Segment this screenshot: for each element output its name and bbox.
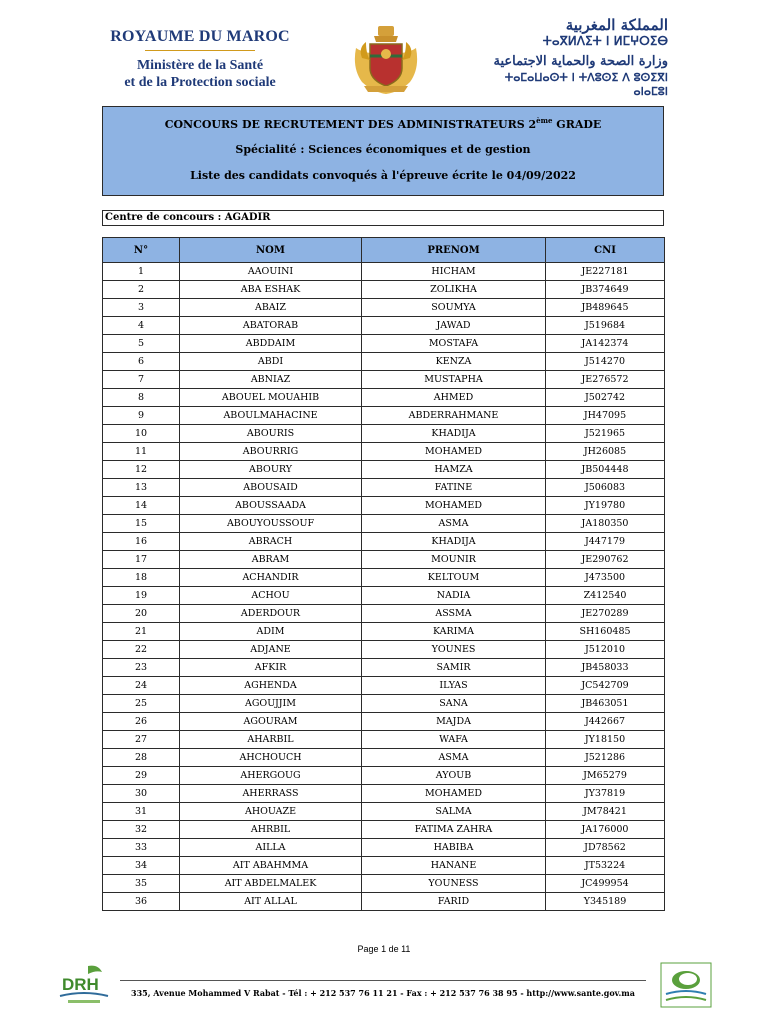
page-number: Page 1 de 11 xyxy=(357,944,411,954)
cell-number: 33 xyxy=(103,839,180,857)
cell-nom: AGOURAM xyxy=(180,713,362,731)
cell-nom: AFKIR xyxy=(180,659,362,677)
table-row xyxy=(103,623,665,641)
cell-nom: ABOULMAHACINE xyxy=(180,407,362,425)
cell-nom: ABNIAZ xyxy=(180,371,362,389)
table-row xyxy=(103,749,665,767)
cell-cni: JB463051 xyxy=(546,695,665,713)
cell-cni: J506083 xyxy=(546,479,665,497)
cell-cni: JB374649 xyxy=(546,281,665,299)
cell-prenom: SANA xyxy=(362,695,546,713)
arabic-ministry: وزارة الصحة والحماية الاجتماعية xyxy=(493,54,668,69)
cell-nom: AGOUJJIM xyxy=(180,695,362,713)
cell-number: 30 xyxy=(103,785,180,803)
cell-prenom: KHADIJA xyxy=(362,533,546,551)
tifinagh-kingdom: ⵜⴰⴳⵍⴷⵉⵜ ⵏ ⵍⵎⵖⵔⵉⴱ xyxy=(542,34,668,48)
table-row xyxy=(103,587,665,605)
cell-cni: JM78421 xyxy=(546,803,665,821)
cell-prenom: ASSMA xyxy=(362,605,546,623)
table-row xyxy=(103,281,665,299)
table-row xyxy=(103,875,665,893)
cell-prenom: AYOUB xyxy=(362,767,546,785)
cell-nom: ACHANDIR xyxy=(180,569,362,587)
cell-prenom: SOUMYA xyxy=(362,299,546,317)
cell-cni: JT53224 xyxy=(546,857,665,875)
table-row xyxy=(103,515,665,533)
cell-nom: ADERDOUR xyxy=(180,605,362,623)
cell-nom: AHCHOUCH xyxy=(180,749,362,767)
table-header-row xyxy=(103,238,665,263)
cell-number: 25 xyxy=(103,695,180,713)
cell-number: 8 xyxy=(103,389,180,407)
table-row xyxy=(103,353,665,371)
cell-number: 24 xyxy=(103,677,180,695)
cell-prenom: AHMED xyxy=(362,389,546,407)
cell-number: 17 xyxy=(103,551,180,569)
cell-number: 4 xyxy=(103,317,180,335)
table-row xyxy=(103,533,665,551)
cell-cni: JH47095 xyxy=(546,407,665,425)
cell-prenom: MOUNIR xyxy=(362,551,546,569)
cell-number: 32 xyxy=(103,821,180,839)
title-list-date: Liste des candidats convoqués à l'épreuve écrite le 04/09/2022 xyxy=(190,169,576,182)
cell-cni: JE227181 xyxy=(546,263,665,281)
cell-number: 15 xyxy=(103,515,180,533)
table-row xyxy=(103,317,665,335)
cell-nom: AIT ABAHMMA xyxy=(180,857,362,875)
footer-address: 335, Avenue Mohammed V Rabat - Tél : + 212 537 76 11 21 - Fax : + 212 537 76 38 95 - http://www.sante.gov.ma xyxy=(131,988,635,998)
cell-number: 2 xyxy=(103,281,180,299)
table-row xyxy=(103,785,665,803)
cell-number: 10 xyxy=(103,425,180,443)
table-row xyxy=(103,335,665,353)
cell-nom: ABAIZ xyxy=(180,299,362,317)
cell-nom: ABOUSAID xyxy=(180,479,362,497)
cell-nom: ADIM xyxy=(180,623,362,641)
cell-cni: Y345189 xyxy=(546,893,665,911)
cell-number: 28 xyxy=(103,749,180,767)
table-row xyxy=(103,371,665,389)
table-row xyxy=(103,461,665,479)
cell-number: 23 xyxy=(103,659,180,677)
cell-prenom: KELTOUM xyxy=(362,569,546,587)
table-row xyxy=(103,389,665,407)
table-row xyxy=(103,695,665,713)
drh-logo xyxy=(58,962,110,1010)
cell-cni: J521286 xyxy=(546,749,665,767)
table-row xyxy=(103,839,665,857)
column-header-cni: CNI xyxy=(546,238,665,263)
cell-number: 26 xyxy=(103,713,180,731)
cell-cni: JY18150 xyxy=(546,731,665,749)
cell-number: 5 xyxy=(103,335,180,353)
cell-prenom: HAMZA xyxy=(362,461,546,479)
cell-number: 13 xyxy=(103,479,180,497)
cell-nom: AGHENDA xyxy=(180,677,362,695)
cell-prenom: MAJDA xyxy=(362,713,546,731)
table-row xyxy=(103,767,665,785)
cell-cni: J512010 xyxy=(546,641,665,659)
cell-nom: ABOUEL MOUAHIB xyxy=(180,389,362,407)
column-header-number: N° xyxy=(103,238,180,263)
cell-number: 34 xyxy=(103,857,180,875)
cell-cni: JE290762 xyxy=(546,551,665,569)
table-row xyxy=(103,263,665,281)
title-speciality: Spécialité : Sciences économiques et de gestion xyxy=(235,143,531,156)
cell-nom: ABOURRIG xyxy=(180,443,362,461)
table-row xyxy=(103,641,665,659)
cell-prenom: MOHAMED xyxy=(362,785,546,803)
cell-cni: SH160485 xyxy=(546,623,665,641)
cell-nom: ABOUYOUSSOUF xyxy=(180,515,362,533)
table-row xyxy=(103,731,665,749)
arabic-kingdom: المملكة المغربية xyxy=(565,16,668,34)
tifinagh-ministry: ⵜⴰⵎⴰⵡⴰⵙⵜ ⵏ ⵜⴷⵓⵙⵉ ⴷ ⵓⵙⵉⴳⵏ ⴰⵏⴰⵎⵓⵏ xyxy=(504,71,668,98)
cell-number: 11 xyxy=(103,443,180,461)
cell-nom: AIT ABDELMALEK xyxy=(180,875,362,893)
table-row xyxy=(103,803,665,821)
table-row xyxy=(103,569,665,587)
table-row xyxy=(103,713,665,731)
cell-prenom: MOHAMED xyxy=(362,443,546,461)
table-row xyxy=(103,497,665,515)
cell-nom: ABOURY xyxy=(180,461,362,479)
cell-prenom: MOHAMED xyxy=(362,497,546,515)
cell-prenom: FATIMA ZAHRA xyxy=(362,821,546,839)
cell-number: 31 xyxy=(103,803,180,821)
cell-cni: JC542709 xyxy=(546,677,665,695)
cell-cni: JB504448 xyxy=(546,461,665,479)
column-header-prenom: PRENOM xyxy=(362,238,546,263)
cell-prenom: ASMA xyxy=(362,515,546,533)
header-divider xyxy=(145,50,255,51)
title-line-1: CONCOURS DE RECRUTEMENT DES ADMINISTRATEURS 2ème GRADE xyxy=(164,116,602,131)
candidates-table xyxy=(102,237,665,911)
table-row xyxy=(103,425,665,443)
cell-prenom: YOUNES xyxy=(362,641,546,659)
table-row xyxy=(103,857,665,875)
cell-nom: ABATORAB xyxy=(180,317,362,335)
table-body xyxy=(103,263,665,911)
cell-number: 16 xyxy=(103,533,180,551)
cell-cni: JE276572 xyxy=(546,371,665,389)
table-row xyxy=(103,677,665,695)
table-row xyxy=(103,605,665,623)
cell-nom: AHARBIL xyxy=(180,731,362,749)
kingdom-title: ROYAUME DU MAROC xyxy=(110,28,290,45)
table-row xyxy=(103,479,665,497)
cell-prenom: KARIMA xyxy=(362,623,546,641)
cell-nom: ABA ESHAK xyxy=(180,281,362,299)
cell-prenom: FATINE xyxy=(362,479,546,497)
cell-number: 3 xyxy=(103,299,180,317)
cell-prenom: HABIBA xyxy=(362,839,546,857)
cell-number: 6 xyxy=(103,353,180,371)
cell-nom: ABDDAIM xyxy=(180,335,362,353)
cell-nom: ABDI xyxy=(180,353,362,371)
cell-prenom: WAFA xyxy=(362,731,546,749)
cell-prenom: SAMIR xyxy=(362,659,546,677)
coat-of-arms-emblem xyxy=(348,24,424,96)
cell-cni: J502742 xyxy=(546,389,665,407)
cell-prenom: JAWAD xyxy=(362,317,546,335)
cell-number: 35 xyxy=(103,875,180,893)
cell-prenom: SALMA xyxy=(362,803,546,821)
cell-prenom: NADIA xyxy=(362,587,546,605)
cell-nom: ADJANE xyxy=(180,641,362,659)
cell-number: 1 xyxy=(103,263,180,281)
cell-cni: J519684 xyxy=(546,317,665,335)
cell-number: 27 xyxy=(103,731,180,749)
cell-nom: ACHOU xyxy=(180,587,362,605)
cell-cni: JM65279 xyxy=(546,767,665,785)
cell-cni: JA176000 xyxy=(546,821,665,839)
table-row xyxy=(103,407,665,425)
cell-nom: AHRBIL xyxy=(180,821,362,839)
ministry-footer-logo xyxy=(660,962,712,1008)
cell-number: 29 xyxy=(103,767,180,785)
table-row xyxy=(103,299,665,317)
ministry-line-2: et de la Protection sociale xyxy=(124,75,276,90)
table-row xyxy=(103,821,665,839)
cell-cni: JE270289 xyxy=(546,605,665,623)
cell-nom: ABOUSSAADA xyxy=(180,497,362,515)
table-row xyxy=(103,551,665,569)
cell-number: 22 xyxy=(103,641,180,659)
cell-number: 14 xyxy=(103,497,180,515)
cell-number: 19 xyxy=(103,587,180,605)
cell-cni: J442667 xyxy=(546,713,665,731)
cell-nom: AHOUAZE xyxy=(180,803,362,821)
cell-prenom: FARID xyxy=(362,893,546,911)
cell-number: 9 xyxy=(103,407,180,425)
cell-number: 36 xyxy=(103,893,180,911)
cell-nom: AHERRASS xyxy=(180,785,362,803)
cell-prenom: YOUNESS xyxy=(362,875,546,893)
column-header-nom: NOM xyxy=(180,238,362,263)
cell-cni: JC499954 xyxy=(546,875,665,893)
cell-prenom: KENZA xyxy=(362,353,546,371)
header-right xyxy=(470,16,668,99)
cell-nom: AHERGOUG xyxy=(180,767,362,785)
cell-cni: JA142374 xyxy=(546,335,665,353)
header-left xyxy=(105,28,295,91)
table-row xyxy=(103,659,665,677)
cell-number: 7 xyxy=(103,371,180,389)
cell-number: 21 xyxy=(103,623,180,641)
cell-cni: JY19780 xyxy=(546,497,665,515)
footer-divider xyxy=(120,980,646,981)
cell-number: 20 xyxy=(103,605,180,623)
cell-nom: ABRACH xyxy=(180,533,362,551)
table-row xyxy=(103,893,665,911)
cell-cni: JH26085 xyxy=(546,443,665,461)
svg-text:DRH: DRH xyxy=(62,975,99,994)
cell-prenom: ABDERRAHMANE xyxy=(362,407,546,425)
cell-nom: AAOUINI xyxy=(180,263,362,281)
cell-prenom: KHADIJA xyxy=(362,425,546,443)
cell-cni: J521965 xyxy=(546,425,665,443)
table-row xyxy=(103,443,665,461)
cell-cni: J473500 xyxy=(546,569,665,587)
title-box xyxy=(102,106,664,196)
ministry-line-1: Ministère de la Santé xyxy=(136,58,264,73)
cell-prenom: HICHAM xyxy=(362,263,546,281)
cell-prenom: MUSTAPHA xyxy=(362,371,546,389)
exam-centre: Centre de concours : AGADIR xyxy=(102,210,664,226)
cell-nom: ABOURIS xyxy=(180,425,362,443)
cell-nom: AILLA xyxy=(180,839,362,857)
cell-cni: JA180350 xyxy=(546,515,665,533)
cell-cni: JD78562 xyxy=(546,839,665,857)
cell-number: 18 xyxy=(103,569,180,587)
cell-prenom: MOSTAFA xyxy=(362,335,546,353)
cell-cni: JY37819 xyxy=(546,785,665,803)
cell-prenom: ZOLIKHA xyxy=(362,281,546,299)
cell-prenom: ASMA xyxy=(362,749,546,767)
cell-prenom: ILYAS xyxy=(362,677,546,695)
cell-nom: AIT ALLAL xyxy=(180,893,362,911)
cell-cni: Z412540 xyxy=(546,587,665,605)
cell-cni: J514270 xyxy=(546,353,665,371)
cell-cni: JB489645 xyxy=(546,299,665,317)
drh-logo-icon xyxy=(58,962,110,1010)
cell-nom: ABRAM xyxy=(180,551,362,569)
cell-prenom: HANANE xyxy=(362,857,546,875)
cell-cni: J447179 xyxy=(546,533,665,551)
cell-number: 12 xyxy=(103,461,180,479)
cell-cni: JB458033 xyxy=(546,659,665,677)
